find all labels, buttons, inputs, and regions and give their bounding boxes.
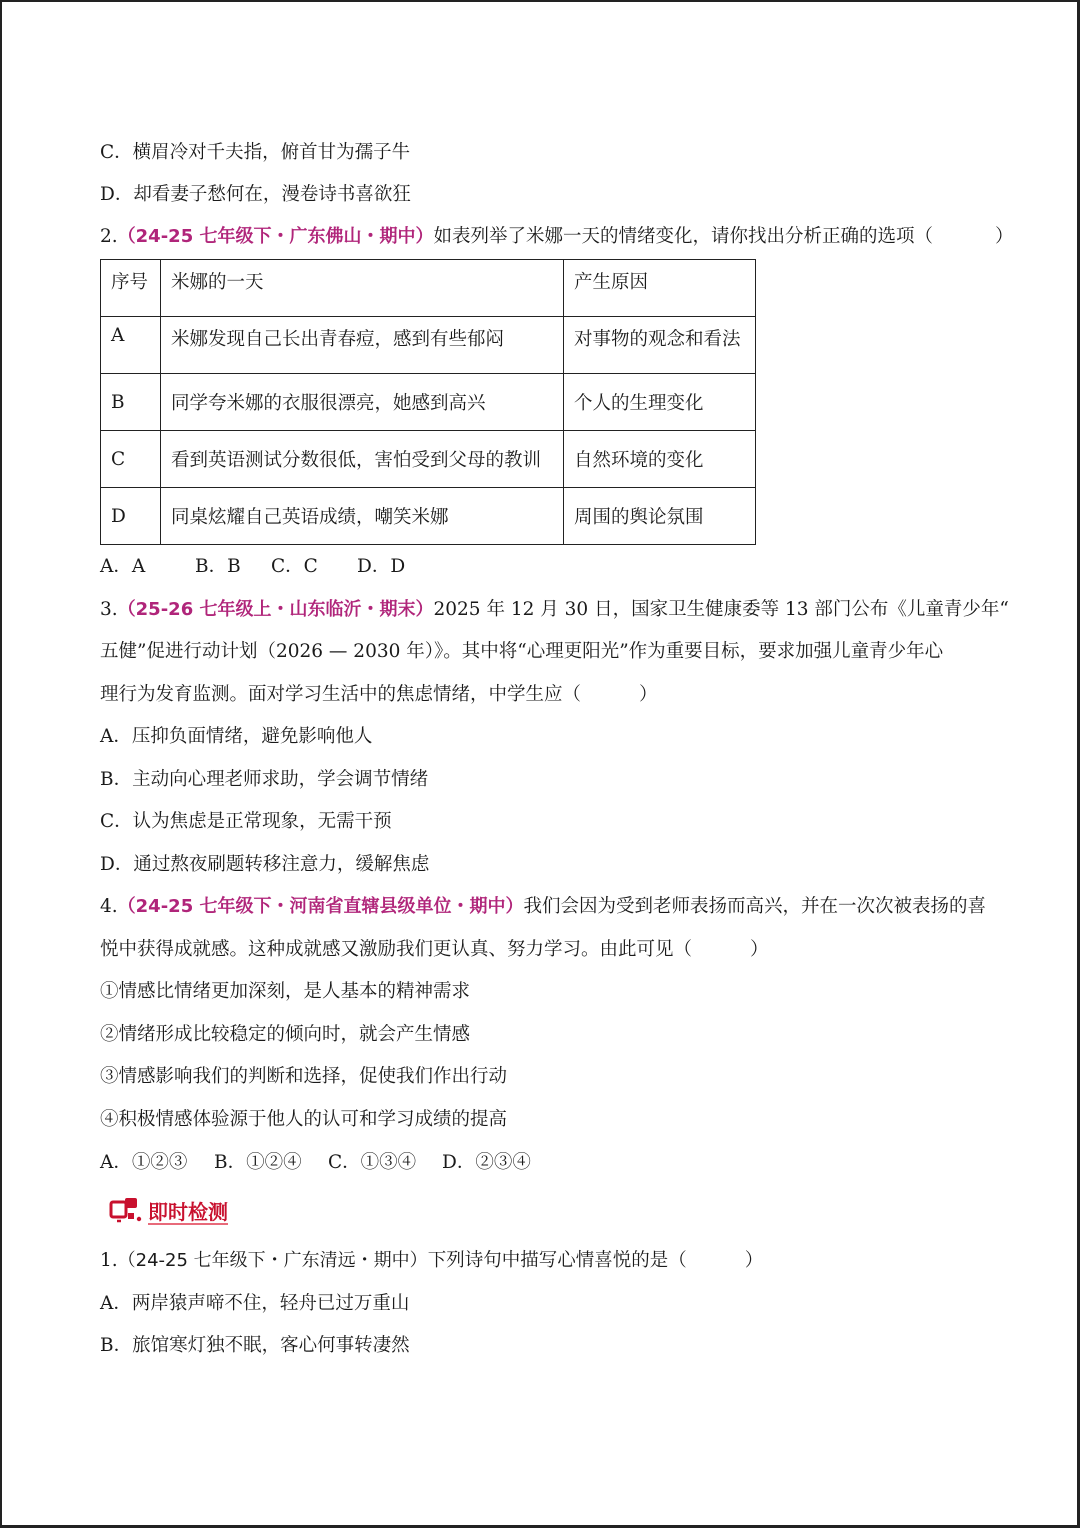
s1-source: （24-25 七年级下・广东清远・期中） bbox=[117, 1250, 428, 1271]
table-cell: 个人的生理变化 bbox=[564, 374, 756, 431]
table-cell: 米娜发现自己长出青春痘，感到有些郁闷 bbox=[161, 317, 564, 374]
q3-stem-line1 bbox=[100, 598, 1009, 622]
table-cell: 自然环境的变化 bbox=[564, 431, 756, 488]
q2-option: D．D bbox=[357, 556, 406, 577]
q2-option: A．A bbox=[100, 556, 146, 577]
q2-option: B．B bbox=[195, 556, 241, 577]
q4-statement: ②情绪形成比较稳定的倾向时，就会产生情感 bbox=[100, 1024, 471, 1045]
q3-stem-line2: 五健”促进行动计划（2026 — 2030 年）》。其中将“心理更阳光”作为重要目标，要求加强儿童青少年心 bbox=[100, 641, 944, 662]
q1-option-d: D．却看妻子愁何在，漫卷诗书喜欲狂 bbox=[100, 184, 411, 205]
q3-text-3: 理行为发育监测。面对学习生活中的焦虑情绪，中学生应（ bbox=[100, 684, 582, 705]
q4-option: D．②③④ bbox=[442, 1152, 531, 1173]
q2-options bbox=[100, 555, 405, 579]
section-header bbox=[108, 1194, 228, 1226]
q2-number: 2. bbox=[100, 226, 118, 247]
q4-text-2: 悦中获得成就感。这种成就感又激励我们更认真、努力学习。由此可见（ bbox=[100, 939, 693, 960]
table-cell: 看到英语测试分数很低，害怕受到父母的教训 bbox=[161, 431, 564, 488]
table-cell: 同桌炫耀自己英语成绩，嘲笑米娜 bbox=[161, 488, 564, 545]
q4-statement: ④积极情感体验源于他人的认可和学习成绩的提高 bbox=[100, 1109, 508, 1130]
q4-option: B．①②④ bbox=[214, 1152, 302, 1173]
table-header-cell: 产生原因 bbox=[564, 260, 756, 317]
q4-stem-line2 bbox=[100, 938, 769, 962]
q3-text-1: 2025 年 12 月 30 日，国家卫生健康委等 13 部门公布《儿童青少年“ bbox=[433, 599, 1009, 620]
q1-option-c: C．横眉冷对千夫指，俯首甘为孺子牛 bbox=[100, 142, 411, 163]
q2-table bbox=[100, 259, 756, 545]
q4-statement: ①情感比情绪更加深刻，是人基本的精神需求 bbox=[100, 981, 471, 1002]
q3-option-b: B．主动向心理老师求助，学会调节情绪 bbox=[100, 769, 429, 790]
q4-option: C．①③④ bbox=[328, 1152, 417, 1173]
q4-statement: ③情感影响我们的判断和选择，促使我们作出行动 bbox=[100, 1066, 508, 1087]
q2-stem bbox=[100, 225, 933, 249]
s1-stem bbox=[100, 1249, 763, 1273]
q4-stem-line1 bbox=[100, 895, 986, 919]
test-check-icon bbox=[108, 1195, 144, 1225]
q3-close-paren: ） bbox=[639, 684, 658, 705]
table-header-row bbox=[101, 260, 756, 317]
q4-option: A．①②③ bbox=[100, 1152, 188, 1173]
q3-option-d: D．通过熬夜刷题转移注意力，缓解焦虑 bbox=[100, 854, 430, 875]
table-header-cell: 米娜的一天 bbox=[161, 260, 564, 317]
q3-source: （25-26 七年级上・山东临沂・期末） bbox=[117, 599, 434, 620]
q4-number: 4. bbox=[100, 896, 118, 917]
q4-close-paren: ） bbox=[750, 939, 769, 960]
table-cell: 周围的舆论氛围 bbox=[564, 488, 756, 545]
q2-text: 如表列举了米娜一天的情绪变化，请你找出分析正确的选项（ bbox=[433, 226, 934, 247]
table-row bbox=[101, 374, 756, 431]
table-row bbox=[101, 317, 756, 374]
table-row bbox=[101, 431, 756, 488]
section-title: 即时检测 bbox=[148, 1199, 228, 1224]
q3-option-a: A．压抑负面情绪，避免影响他人 bbox=[100, 726, 373, 747]
q4-options bbox=[100, 1151, 531, 1175]
table-row bbox=[101, 488, 756, 545]
q2-source: （24-25 七年级下・广东佛山・期中） bbox=[117, 226, 434, 247]
q3-stem-line3 bbox=[100, 683, 658, 707]
s1-text: 下列诗句中描写心情喜悦的是（ bbox=[427, 1250, 687, 1271]
s1-option-a: A．两岸猿声啼不住，轻舟已过万重山 bbox=[100, 1293, 410, 1314]
q4-text-1: 我们会因为受到老师表扬而高兴，并在一次次被表扬的喜 bbox=[523, 896, 987, 917]
table-cell: 同学夸米娜的衣服很漂亮，她感到高兴 bbox=[161, 374, 564, 431]
s1-option-b: B．旅馆寒灯独不眠，客心何事转凄然 bbox=[100, 1335, 410, 1356]
s1-number: 1. bbox=[100, 1250, 118, 1271]
q3-option-c: C．认为焦虑是正常现象，无需干预 bbox=[100, 811, 392, 832]
table-cell: B bbox=[101, 374, 161, 431]
table-cell: C bbox=[101, 431, 161, 488]
table-cell: D bbox=[101, 488, 161, 545]
table-header-cell: 序号 bbox=[101, 260, 161, 317]
q2-close-paren: ） bbox=[995, 226, 1014, 247]
table-cell: A bbox=[101, 317, 161, 374]
q2-option: C．C bbox=[271, 556, 318, 577]
table-cell: 对事物的观念和看法 bbox=[564, 317, 756, 374]
q4-source: （24-25 七年级下・河南省直辖县级单位・期中） bbox=[117, 896, 524, 917]
q3-number: 3. bbox=[100, 599, 118, 620]
s1-close-paren: ） bbox=[744, 1250, 764, 1271]
